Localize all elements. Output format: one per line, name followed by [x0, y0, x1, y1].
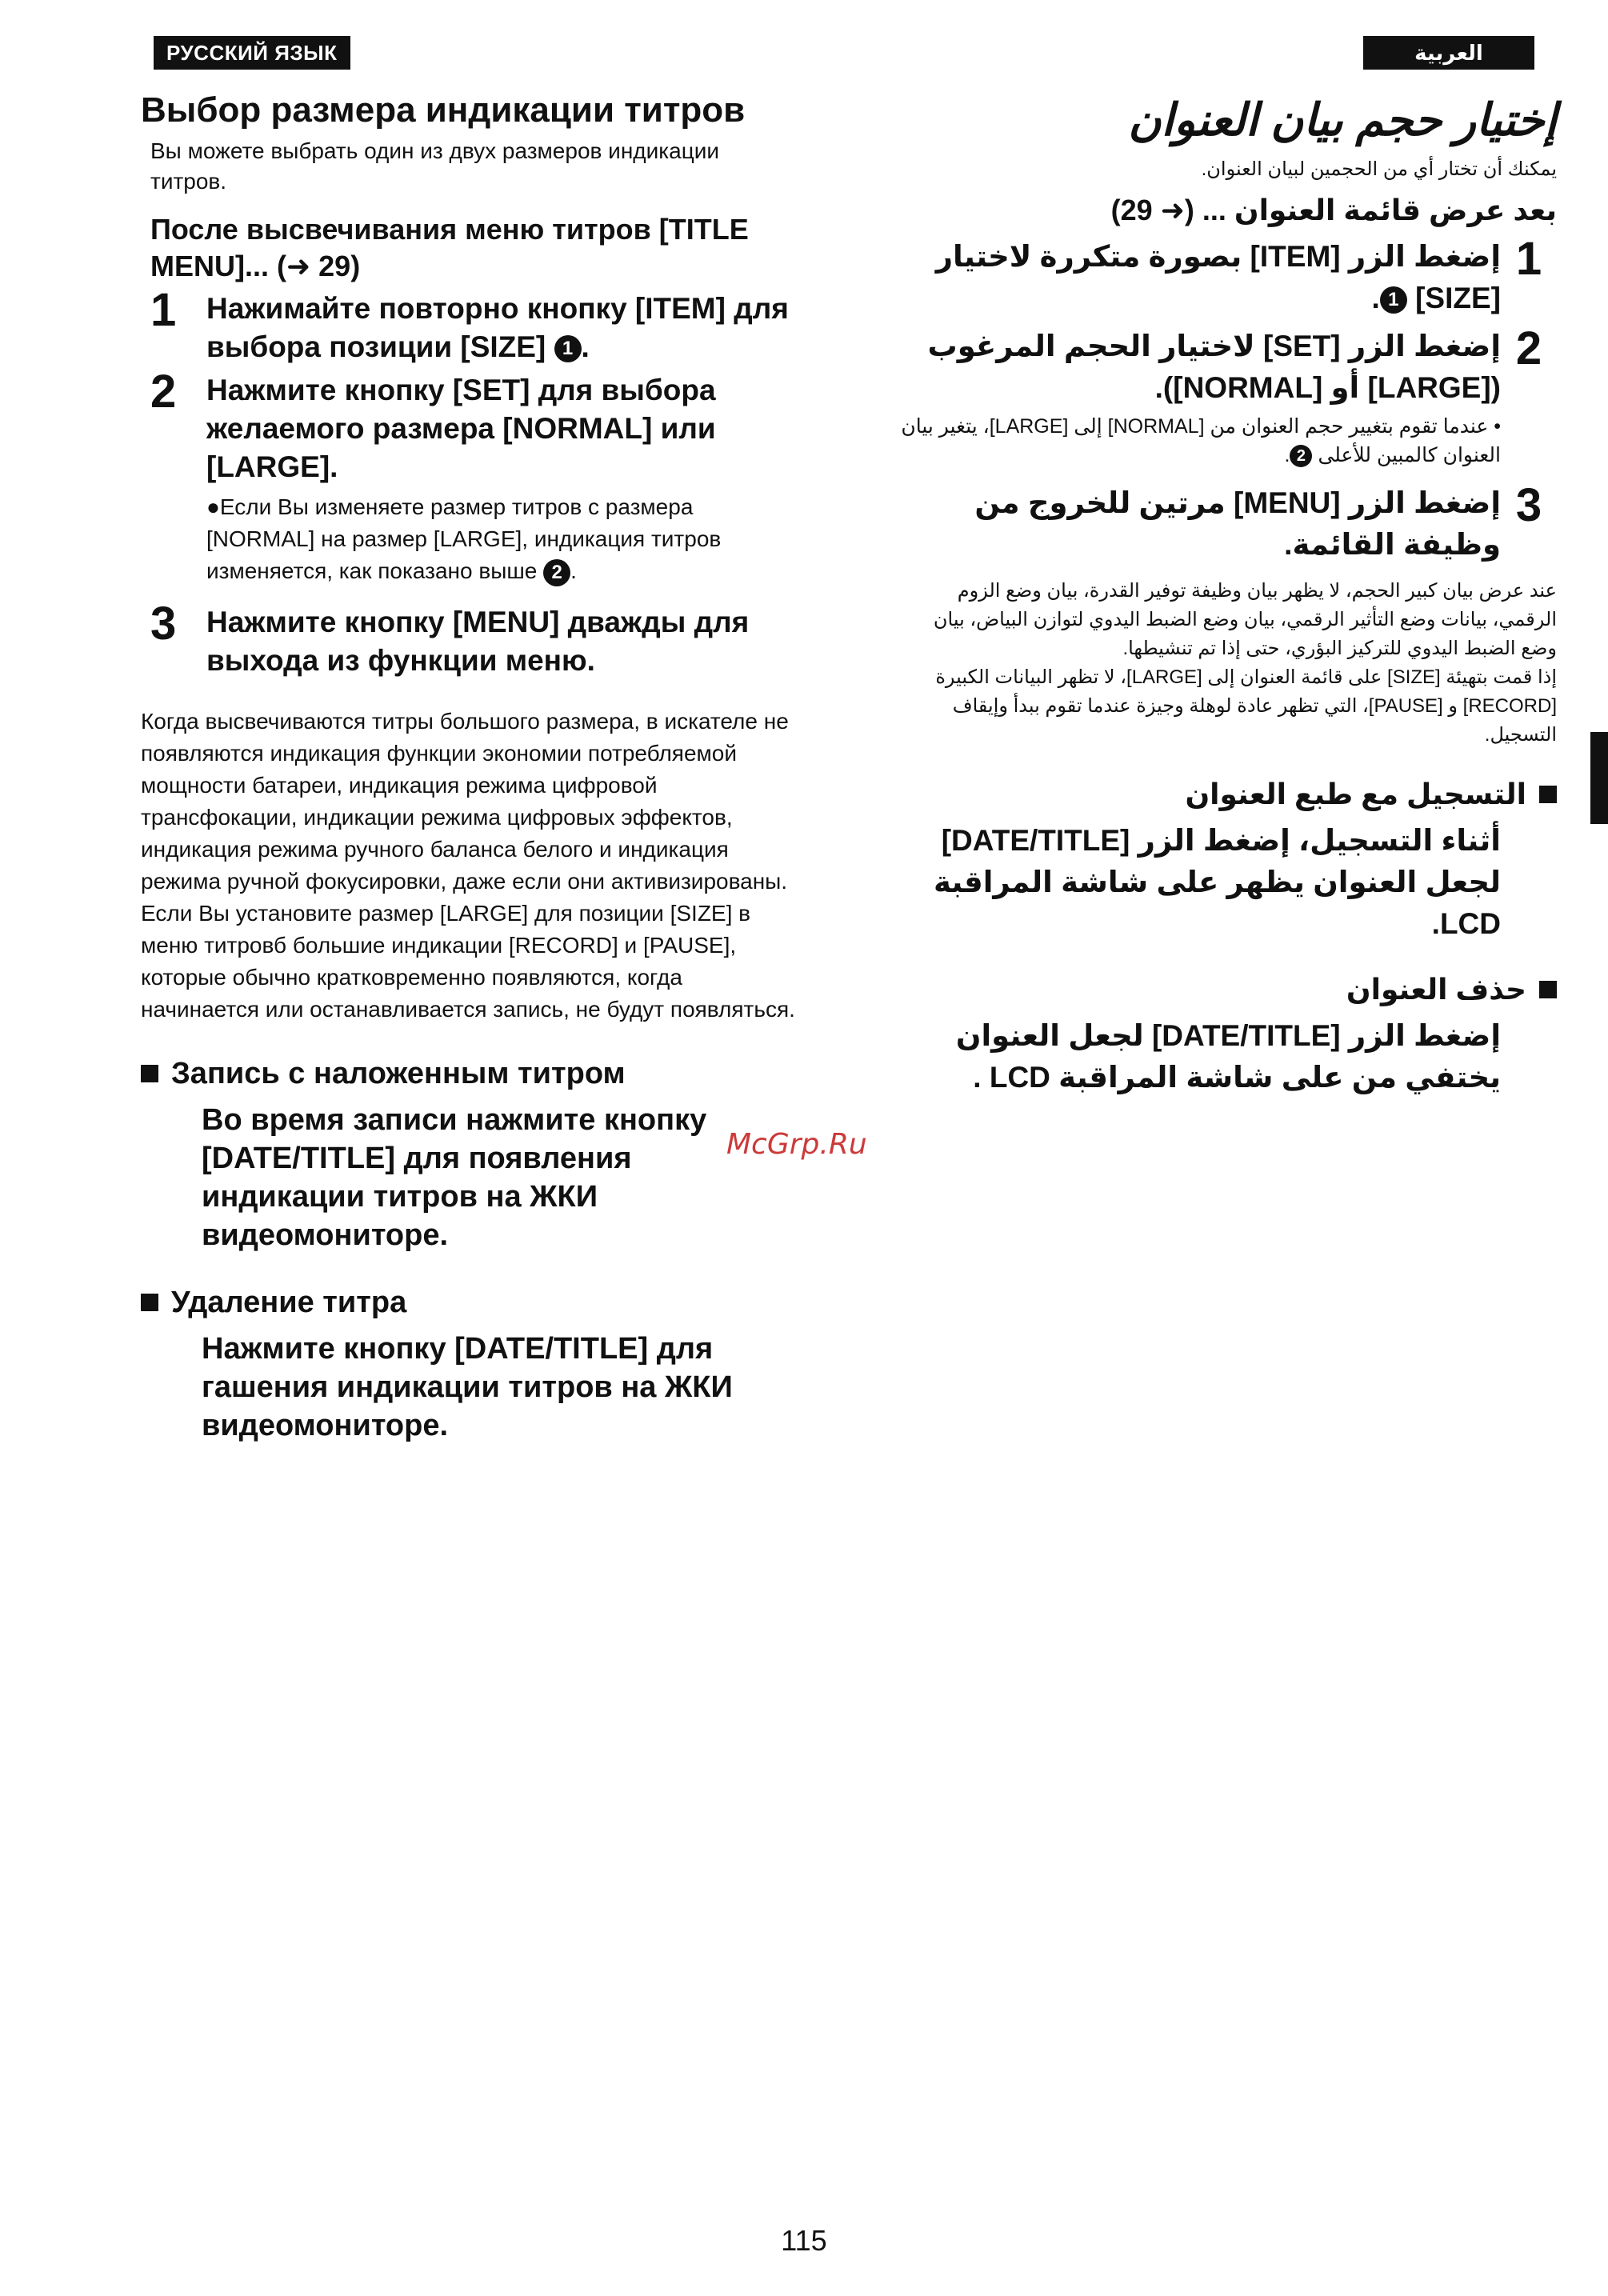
watermark-link[interactable]: McGrp.Ru [726, 1128, 867, 1161]
ar-section-delete-title: حذف العنوان [896, 970, 1557, 1009]
language-tag-arabic: العربية [1363, 36, 1534, 70]
bullet-square-icon [141, 1294, 158, 1311]
marker-2-icon: 2 [1290, 445, 1312, 467]
ru-section-delete-body: Нажмите кнопку [DATE/TITLE] для гашения индикации титров на ЖКИ видеомониторе. [202, 1332, 733, 1442]
ru-step-2 [141, 366, 797, 486]
step-number: 2 [1515, 322, 1542, 374]
ru-step-3 [141, 598, 797, 680]
step-text: إضغط الزر [ITEM] بصورة متكررة لاختيار [SIZE] 1. [935, 240, 1501, 314]
step-text: Нажимайте повторно кнопку [ITEM] для выбора позиции [SIZE] 1 . [206, 292, 789, 363]
ar-intro: يمكنك أن تختار أي من الحجمين لبيان العنوان. [1201, 158, 1557, 180]
ar-step-2 [896, 322, 1557, 409]
step-number: 1 [150, 284, 177, 336]
ar-section-record-body: أثناء التسجيل، إضغط الزر [DATE/TITLE] لجعل العنوان يظهر على شاشة المراقبة LCD. [933, 824, 1501, 940]
arabic-column [896, 92, 1557, 1098]
ar-section-record-title: التسجيل مع طبع العنوان [896, 775, 1557, 814]
step-text: إضغط الزر [MENU] مرتين للخروج من وظيفة القائمة. [974, 486, 1501, 561]
step-number: 3 [1515, 479, 1542, 531]
ar-note: • عندما تقوم بتغيير حجم العنوان من [NORMAL] إلى [LARGE]، يتغير بيان العنوان كالمبين للأعلى 2. [901, 415, 1501, 466]
bullet-square-icon [141, 1065, 158, 1082]
language-tag-russian: РУССКИЙ ЯЗЫК [154, 36, 350, 70]
step-number: 2 [150, 366, 177, 418]
ru-after-menu: После высвечивания меню титров [TITLE MENU]... (➜ 29) [150, 213, 749, 282]
ru-intro: Вы можете выбрать один из двух размеров индикации титров. [150, 138, 720, 194]
step-number: 1 [1515, 233, 1542, 285]
step-text: إضغط الزر [SET] لاختيار الحجم المرغوب ([LARGE] أو [NORMAL]). [927, 330, 1501, 404]
ar-step-1 [896, 233, 1557, 319]
step-text: Нажмите кнопку [MENU] дважды для выхода из функции меню. [206, 606, 750, 677]
ru-section-record-body: Во время записи нажмите кнопку [DATE/TITLE] для появления индикации титров на ЖКИ видеомониторе. [202, 1103, 707, 1252]
step-number: 3 [150, 598, 177, 650]
ar-page-title: إختيار حجم بيان العنوان [1128, 94, 1557, 145]
marker-2-icon: 2 [543, 559, 570, 586]
ar-section-delete-body: إضغط الزر [DATE/TITLE] لجعل العنوان يختفي من على شاشة المراقبة LCD . [955, 1019, 1501, 1094]
ar-step-3 [896, 479, 1557, 566]
marker-1-icon: 1 [1380, 286, 1407, 314]
section-edge-tab [1590, 732, 1608, 824]
ru-body-text: Когда высвечиваются титры большого размера, в искателе не появляются индикация функции экономии потребляемой мощности батареи, индикация режима цифровой трансфокации, индикации режима цифровых эффектов, индикация режима ручного баланса белого и индикация режима ручной фокусировки, даже если они активизированы. Если Вы установите размер [LARGE] для позиции [SIZE] в меню титровб большие индикации [RECORD] и [PAUSE], которые обычно кратковременно появляются, когда начинается или останавливается запись, не будут появляться. [141, 709, 795, 1022]
ru-step-1 [141, 284, 797, 366]
page-number: 115 [781, 2224, 827, 2257]
bullet-square-icon [1539, 786, 1557, 803]
russian-column [141, 90, 797, 1445]
bullet-square-icon [1539, 981, 1557, 998]
step-text: Нажмите кнопку [SET] для выбора желаемого размера [NORMAL] или [LARGE]. [206, 374, 716, 483]
ru-note: ●Если Вы изменяете размер титров с размера [NORMAL] на размер [LARGE], индикация титров изменяется, как показано выше 2 . [206, 491, 797, 587]
ru-section-record-title: Запись с наложенным титром [141, 1054, 797, 1093]
marker-1-icon: 1 [554, 335, 582, 362]
ru-page-title: Выбор размера индикации титров [141, 90, 746, 130]
ar-body-text: عند عرض بيان كبير الحجم، لا يظهر بيان وظيفة توفير القدرة، بيان وضع الزوم الرقمي، بيانات وضع التأثير الرقمي، بيان وضع الضبط اليدوي لتوازن البياض، بيان وضع الضبط اليدوي للتركيز البؤري، حتى إذا تم تنشيطها. إذا قمت بتهيئة [SIZE] على قائمة العنوان إلى [LARGE]، لا تظهر البيانات الكبيرة [RECORD] و [PAUSE]، التي تظهر عادة لوهلة وجيزة عندما تقوم ببدأ وإيقاف التسجيل. [933, 580, 1557, 746]
ru-section-delete-title: Удаление титра [141, 1283, 797, 1322]
ar-after-menu: بعد عرض قائمة العنوان ... (➜ 29) [1110, 194, 1557, 226]
